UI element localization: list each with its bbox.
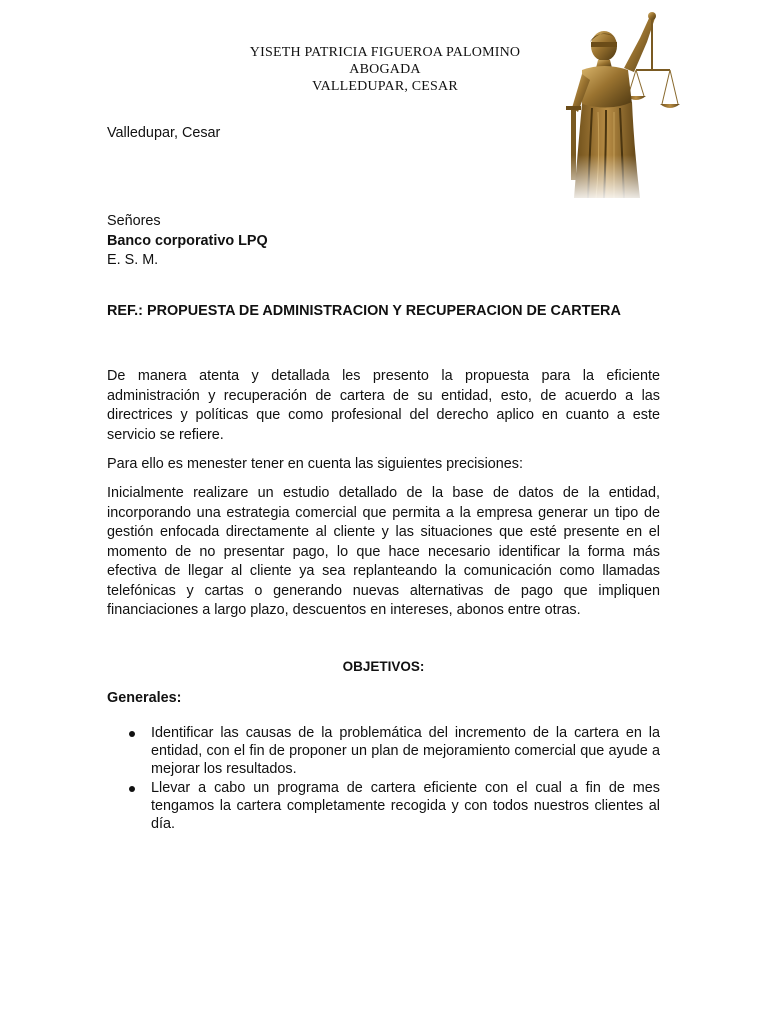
lawyer-city: VALLEDUPAR, CESAR bbox=[312, 79, 458, 94]
place-line: Valledupar, Cesar bbox=[107, 125, 221, 141]
lady-justice-statue-image bbox=[552, 8, 692, 204]
esm-line: E. S. M. bbox=[107, 252, 159, 268]
objectives-heading: OBJETIVOS: bbox=[342, 659, 425, 674]
letterhead bbox=[200, 44, 570, 95]
paragraph-strategy: Inicialmente realizare un estudio detallado de la base de datos de la entidad, incorporando una estrategia comercial que permita a la empresa generar un tipo de gestión enfocada directamente al cliente y las situaciones que esté presente en el momento de no presentar pago, lo que hace necesario identificar la forma más efectiva de llegar al cliente ya sea replanteando la comunicación como llamadas telefónicas y cartas o generando nuevas alternativas de pago que impliquen financiaciones a largo plazo, descuentos en intereses, abonos entre otras. bbox=[107, 485, 660, 618]
objectives-list bbox=[107, 724, 660, 833]
bank-name: Banco corporativo LPQ bbox=[107, 232, 268, 249]
lawyer-profession: ABOGADA bbox=[349, 62, 421, 77]
bullet-icon bbox=[129, 786, 135, 792]
list-item bbox=[107, 724, 660, 779]
salutation: Señores bbox=[107, 213, 161, 229]
paragraph-intro: De manera atenta y detallada les presento la propuesta para la eficiente administración y recuperación de cartera de su entidad, esto, de acuerdo a las directrices y políticas que como profesional del derecho aplico en cuanto a este servicio se refiere. bbox=[107, 368, 660, 443]
list-item bbox=[107, 779, 660, 834]
general-objectives-heading: Generales: bbox=[107, 690, 182, 706]
lawyer-name: YISETH PATRICIA FIGUEROA PALOMINO bbox=[249, 45, 521, 60]
list-item-text: Identificar las causas de la problemática del incremento de la cartera en la entidad, con el fin de proponer un plan de mejoramiento comercial que ayude a mejorar los resultados. bbox=[151, 725, 660, 778]
list-item-text: Llevar a cabo un programa de cartera eficiente con el cual a fin de mes tengamos la cartera completamente recogida y con todos nuestros clientes al día. bbox=[151, 779, 660, 833]
addressee-block bbox=[107, 212, 660, 271]
reference-line: REF.: PROPUESTA DE ADMINISTRACION Y RECUPERACION DE CARTERA bbox=[107, 303, 621, 319]
paragraph-precisions: Para ello es menester tener en cuenta las siguientes precisiones: bbox=[107, 456, 523, 472]
bullet-icon bbox=[129, 731, 135, 737]
